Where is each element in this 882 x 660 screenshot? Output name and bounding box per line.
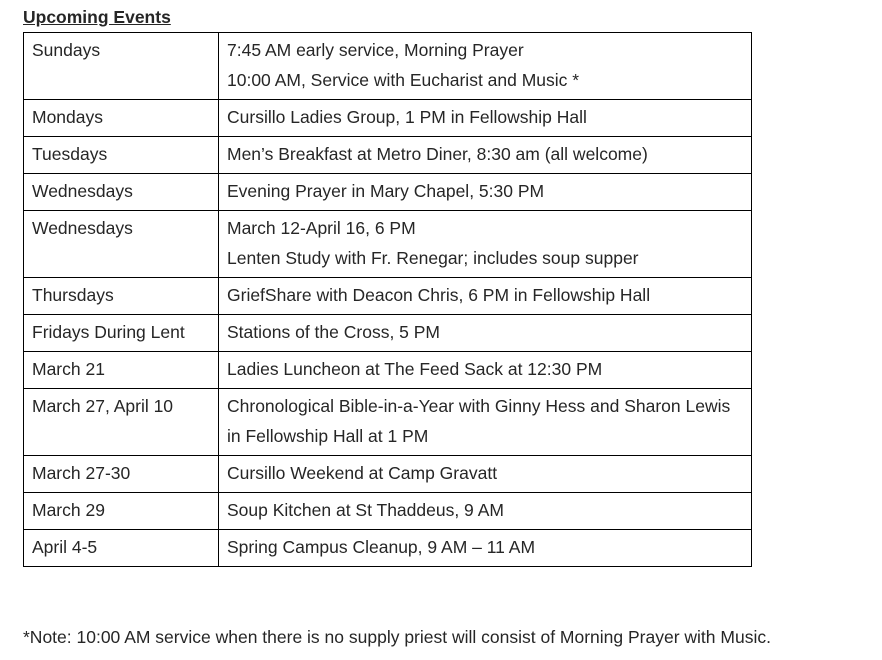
events-table-body — [24, 33, 752, 567]
event-details — [219, 530, 752, 567]
event-details — [219, 211, 752, 278]
event-day: Wednesdays — [24, 211, 219, 278]
event-detail-line: Cursillo Weekend at Camp Gravatt — [227, 463, 498, 483]
event-detail-line: in Fellowship Hall at 1 PM — [227, 426, 429, 446]
table-row — [24, 456, 752, 493]
event-details — [219, 278, 752, 315]
event-detail-line: Cursillo Ladies Group, 1 PM in Fellowship Hall — [227, 107, 587, 127]
event-detail-line: Lenten Study with Fr. Renegar; includes soup supper — [227, 248, 639, 268]
event-details — [219, 174, 752, 211]
event-detail-line: March 12-April 16, 6 PM — [227, 218, 416, 238]
event-detail-line: Ladies Luncheon at The Feed Sack at 12:30 PM — [227, 359, 603, 379]
event-day: March 29 — [24, 493, 219, 530]
event-details — [219, 33, 752, 100]
event-day: Thursdays — [24, 278, 219, 315]
event-day: March 21 — [24, 352, 219, 389]
table-row — [24, 174, 752, 211]
event-detail-line: Evening Prayer in Mary Chapel, 5:30 PM — [227, 181, 545, 201]
event-day: Wednesdays — [24, 174, 219, 211]
event-detail-line: Spring Campus Cleanup, 9 AM – 11 AM — [227, 537, 536, 557]
event-day: March 27, April 10 — [24, 389, 219, 456]
event-day: Mondays — [24, 100, 219, 137]
event-detail-line: Stations of the Cross, 5 PM — [227, 322, 441, 342]
event-day: Fridays During Lent — [24, 315, 219, 352]
event-details — [219, 493, 752, 530]
table-row — [24, 211, 752, 278]
table-row — [24, 33, 752, 100]
table-row — [24, 352, 752, 389]
table-row — [24, 100, 752, 137]
event-day: April 4-5 — [24, 530, 219, 567]
table-row — [24, 493, 752, 530]
event-day: Tuesdays — [24, 137, 219, 174]
event-detail-line: Men’s Breakfast at Metro Diner, 8:30 am (all welcome) — [227, 144, 648, 164]
table-row — [24, 137, 752, 174]
event-details — [219, 315, 752, 352]
event-detail-line: 7:45 AM early service, Morning Prayer — [227, 40, 524, 60]
event-detail-line: Soup Kitchen at St Thaddeus, 9 AM — [227, 500, 504, 520]
events-table — [23, 32, 752, 567]
event-details — [219, 352, 752, 389]
event-day: Sundays — [24, 33, 219, 100]
event-details — [219, 456, 752, 493]
table-row — [24, 315, 752, 352]
event-detail-line: GriefShare with Deacon Chris, 6 PM in Fellowship Hall — [227, 285, 651, 305]
table-row — [24, 389, 752, 456]
event-details — [219, 389, 752, 456]
page-title: Upcoming Events — [23, 7, 171, 27]
event-detail-line: Chronological Bible-in-a-Year with Ginny Hess and Sharon Lewis — [227, 396, 731, 416]
table-row — [24, 530, 752, 567]
event-details — [219, 100, 752, 137]
event-day: March 27-30 — [24, 456, 219, 493]
footnote: *Note: 10:00 AM service when there is no supply priest will consist of Morning Prayer with Music. — [23, 627, 771, 647]
table-row — [24, 278, 752, 315]
event-details — [219, 137, 752, 174]
event-detail-line: 10:00 AM, Service with Eucharist and Music * — [227, 70, 580, 90]
